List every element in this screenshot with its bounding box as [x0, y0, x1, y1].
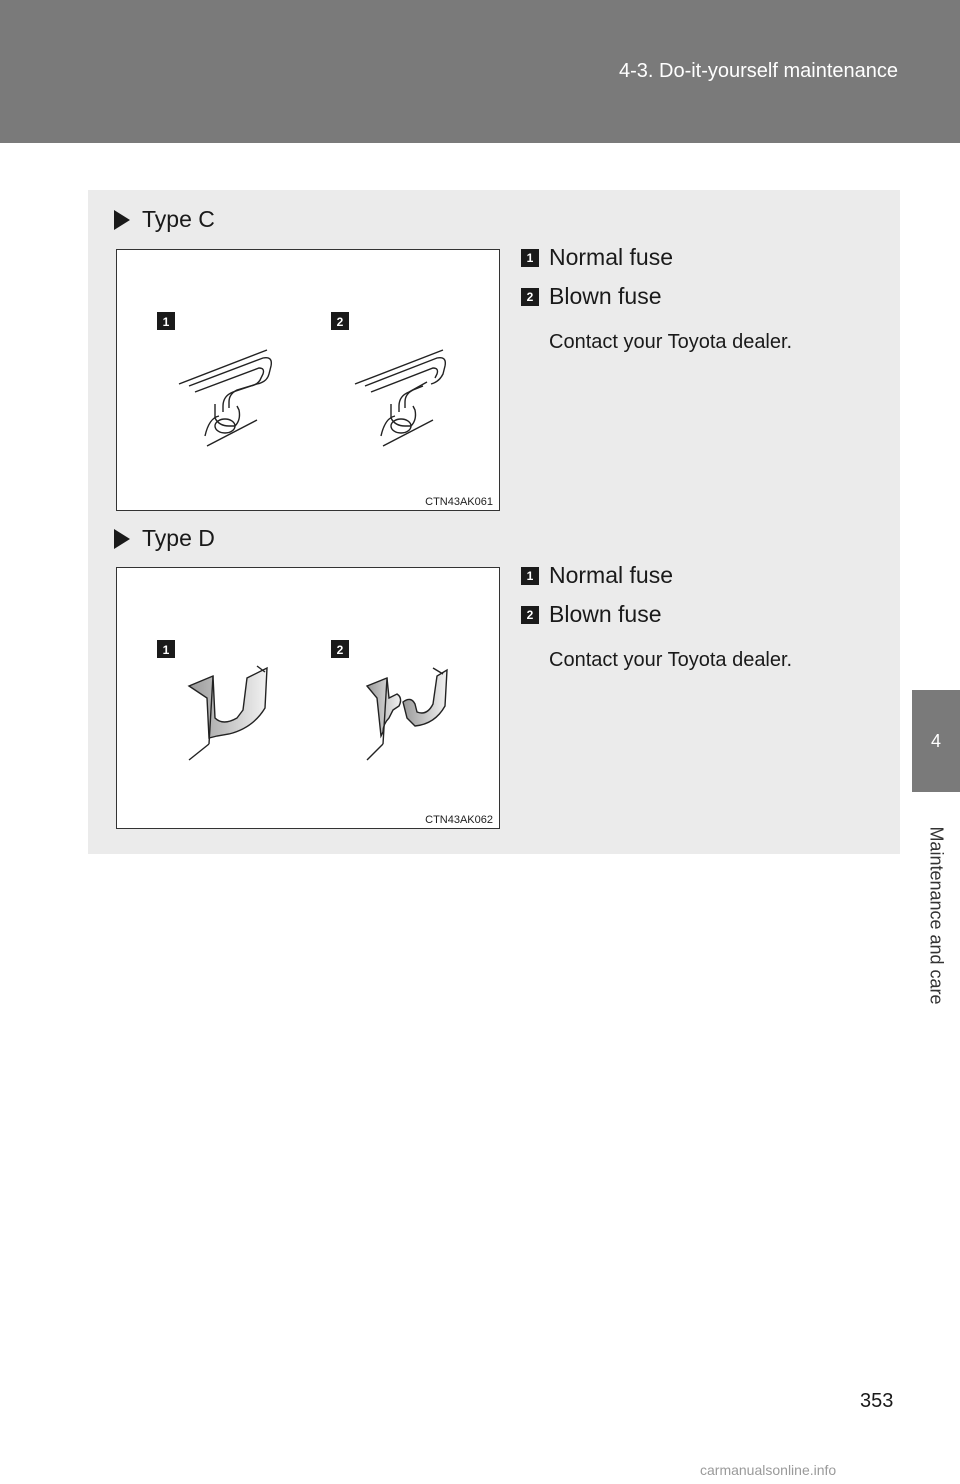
number-badge: 2: [521, 288, 539, 306]
chapter-tab: [912, 800, 960, 1030]
type-d-heading-text: Type D: [142, 525, 215, 551]
type-c-heading: [112, 206, 215, 233]
legend-text: Normal fuse: [549, 244, 673, 270]
normal-fuse-drawing-c: [179, 350, 271, 446]
type-d-heading: [112, 525, 215, 552]
legend-item-blown-fuse: [521, 283, 662, 310]
arrow-right-icon: [114, 529, 130, 549]
section-title: 4-3. Do-it-yourself maintenance: [618, 60, 898, 82]
fuse-illustration-type-d: [117, 568, 501, 830]
arrow-right-icon: [114, 210, 130, 230]
type-d-figure: [116, 567, 500, 829]
legend-item-normal-fuse: [521, 244, 673, 271]
callout-label-2: 2: [336, 315, 344, 329]
figure-code: CTN43AK062: [425, 814, 493, 826]
legend-item-blown-fuse: [521, 601, 662, 628]
fuse-illustration-type-c: [117, 250, 501, 512]
figure-code: CTN43AK061: [425, 496, 493, 508]
dealer-note: Contact your Toyota dealer.: [549, 649, 793, 671]
legend-text: Blown fuse: [549, 601, 662, 627]
legend-item-normal-fuse: [521, 562, 673, 589]
callout-label-2: 2: [336, 643, 344, 657]
callout-label-1: 1: [162, 315, 170, 329]
blown-fuse-drawing-d: [367, 668, 447, 760]
legend-text: Blown fuse: [549, 283, 662, 309]
number-badge: 2: [521, 606, 539, 624]
type-c-figure: [116, 249, 500, 511]
legend-text: Normal fuse: [549, 562, 673, 588]
page-header: [0, 0, 960, 143]
dealer-note: Contact your Toyota dealer.: [549, 331, 793, 353]
type-c-heading-text: Type C: [142, 206, 215, 232]
chapter-tab-title: Maintenance and care: [926, 825, 947, 1005]
normal-fuse-drawing-d: [189, 666, 267, 760]
blown-fuse-drawing-c: [355, 350, 445, 446]
chapter-tab-number: 4: [912, 690, 960, 792]
number-badge: 1: [521, 249, 539, 267]
callout-label-1: 1: [162, 643, 170, 657]
watermark: carmanualsonline.info: [700, 1462, 837, 1478]
number-badge: 1: [521, 567, 539, 585]
page-number: 353: [860, 1390, 894, 1412]
